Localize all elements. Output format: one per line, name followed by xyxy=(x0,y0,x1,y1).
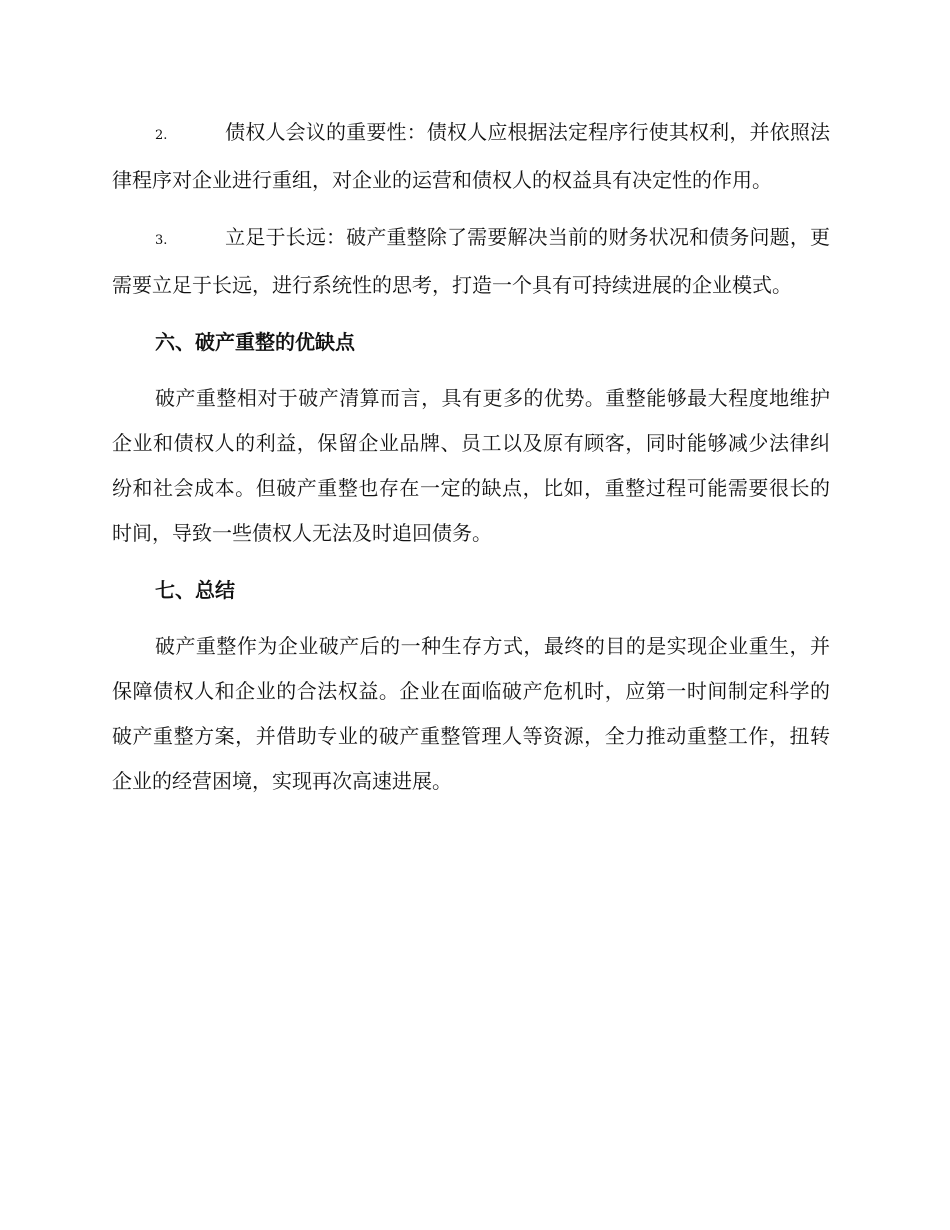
section-paragraph-summary: 破产重整作为企业破产后的一种生存方式，最终的目的是实现企业重生，并保障债权人和企业的合法权益。企业在面临破产危机时，应第一时间制定科学的破产重整方案，并借助专业的破产重整管理人等资源，全力推动重整工作，扭转企业的经营困境，实现再次高速进展。 xyxy=(112,634,830,793)
list-item-3 xyxy=(112,215,830,308)
list-item-2 xyxy=(112,110,830,203)
list-item-text: 立足于长远：破产重整除了需要解决当前的财务状况和债务问题，更需要立足于长远，进行系统性的思考，打造一个具有可持续进展的企业模式。 xyxy=(112,225,830,297)
list-item-number: 2. xyxy=(155,128,168,143)
list-item-text: 债权人会议的重要性：债权人应根据法定程序行使其权利，并依照法律程序对企业进行重组，对企业的运营和债权人的权益具有决定性的作用。 xyxy=(112,120,830,192)
list-item-number: 3. xyxy=(155,233,168,248)
section-paragraph-pros-cons: 破产重整相对于破产清算而言，具有更多的优势。重整能够最大程度地维护企业和债权人的利益，保留企业品牌、员工以及原有顾客，同时能够减少法律纠纷和社会成本。但破产重整也存在一定的缺点，比如，重整过程可能需要很长的时间，导致一些债权人无法及时追回债务。 xyxy=(112,386,830,545)
document-body xyxy=(112,110,830,816)
section-heading-summary: 七、总结 xyxy=(155,578,235,602)
section-heading-pros-cons: 六、破产重整的优缺点 xyxy=(155,330,355,354)
